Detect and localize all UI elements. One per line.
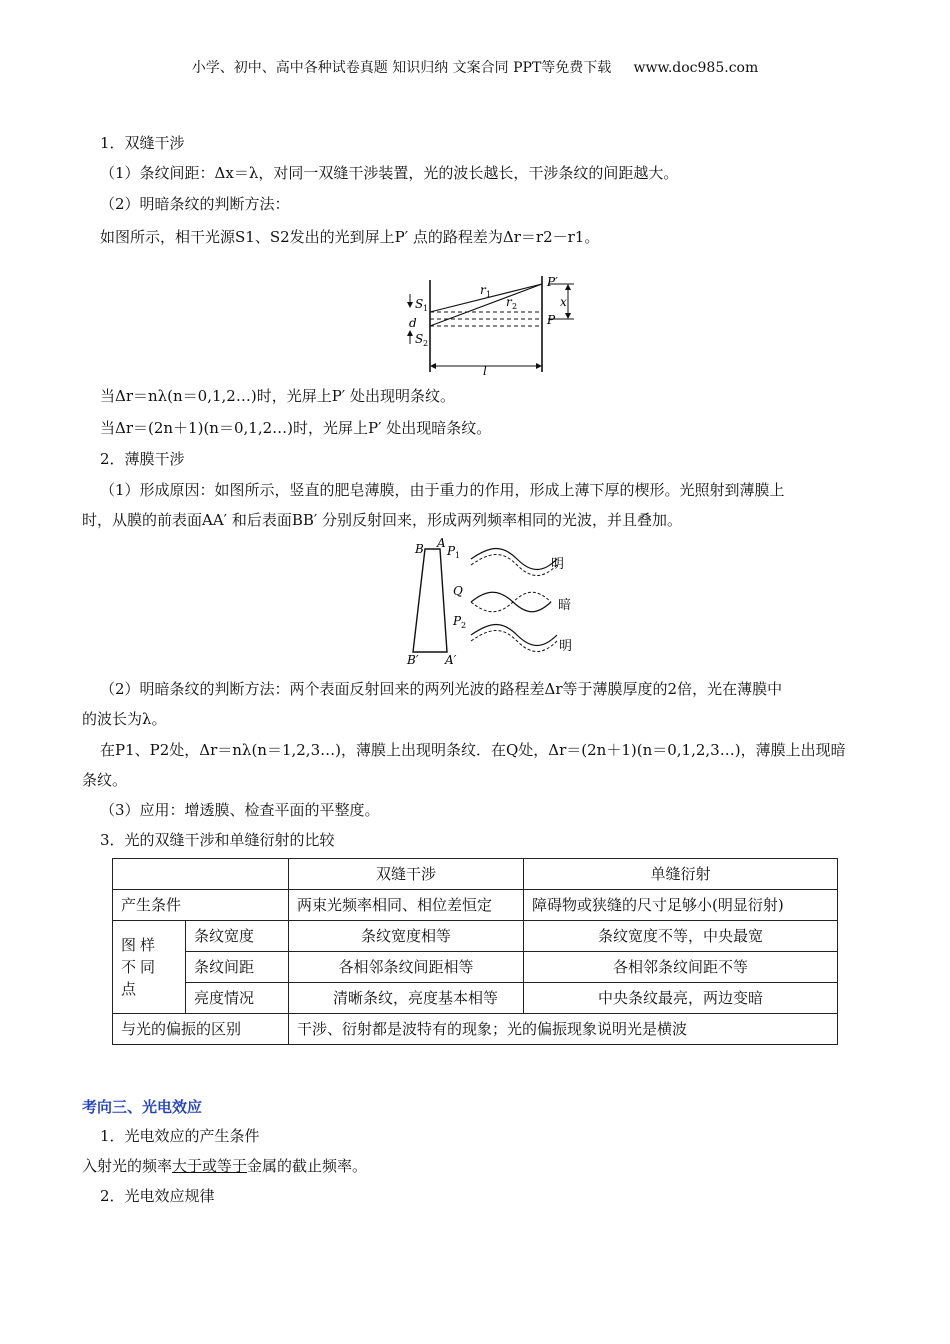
label-d: d bbox=[409, 316, 417, 330]
header-double-slit: 双缝干涉 bbox=[289, 859, 524, 890]
svg-text:1: 1 bbox=[455, 551, 461, 560]
table-cell: 各相邻条纹间距不等 bbox=[524, 952, 838, 983]
label-b: B bbox=[415, 542, 424, 556]
label-q: Q bbox=[453, 584, 463, 598]
table-row bbox=[113, 890, 838, 921]
paragraph: （1）形成原因：如图所示，竖直的肥皂薄膜，由于重力的作用，形成上薄下厚的楔形。光照射到薄膜上 bbox=[100, 481, 785, 499]
table-row bbox=[113, 859, 838, 890]
label-r2: r bbox=[506, 295, 512, 309]
paragraph: 1．光电效应的产生条件 bbox=[100, 1127, 260, 1145]
label-p-prime: P′ bbox=[547, 275, 558, 289]
table-cell: 各相邻条纹间距相等 bbox=[289, 952, 524, 983]
label-s2: S bbox=[415, 332, 424, 346]
label-a: A bbox=[437, 537, 446, 550]
table-row bbox=[113, 921, 838, 952]
paragraph: （2）明暗条纹的判断方法： bbox=[100, 195, 290, 213]
section-title-double-slit: 1．双缝干涉 bbox=[100, 134, 185, 152]
section-title-comparison: 3．光的双缝干涉和单缝衍射的比较 bbox=[100, 831, 335, 849]
paragraph: 入射光的频率大于或等于金属的截止频率。 bbox=[82, 1157, 368, 1175]
thin-film-figure bbox=[395, 537, 585, 667]
section-title-thin-film: 2．薄膜干涉 bbox=[100, 450, 185, 468]
table-cell: 障碍物或狭缝的尺寸足够小(明显衍射) bbox=[524, 890, 838, 921]
row-label: 产生条件 bbox=[113, 890, 289, 921]
paragraph: （1）条纹间距：Δx＝λ，对同一双缝干涉装置，光的波长越长，干涉条纹的间距越大。 bbox=[100, 164, 679, 182]
table-cell: 条纹宽度相等 bbox=[289, 921, 524, 952]
paragraph-continued: 时，从膜的前表面AA′ 和后表面BB′ 分别反射回来，形成两列频率相同的光波，并且叠加。 bbox=[82, 511, 683, 529]
row-label: 与光的偏振的区别 bbox=[113, 1014, 289, 1045]
wedge-film bbox=[413, 549, 447, 652]
label-p2: P bbox=[453, 614, 462, 628]
label-bright-bottom: 明 bbox=[559, 639, 573, 654]
page-header bbox=[0, 58, 950, 78]
table-cell: 条纹宽度不等，中央最宽 bbox=[524, 921, 838, 952]
row-label: 条纹间距 bbox=[186, 952, 289, 983]
header-single-slit: 单缝衍射 bbox=[524, 859, 838, 890]
wave-dark-b bbox=[471, 592, 551, 612]
wave-dark-a bbox=[471, 592, 551, 612]
paragraph: 当Δr＝(2n＋1)(n＝0,1,2…)时，光屏上P′ 处出现暗条纹。 bbox=[100, 419, 492, 437]
row-label: 条纹宽度 bbox=[186, 921, 289, 952]
header-text: 小学、初中、高中各种试卷真题 知识归纳 文案合同 PPT等免费下载 bbox=[191, 60, 612, 76]
wave-bright-2a bbox=[471, 625, 557, 646]
table-cell: 两束光频率相同、相位差恒定 bbox=[289, 890, 524, 921]
paragraph-continued: 的波长为λ。 bbox=[82, 710, 167, 728]
label-a-prime: A′ bbox=[445, 653, 457, 667]
paragraph: （2）明暗条纹的判断方法：两个表面反射回来的两列光波的路程差Δr等于薄膜厚度的2倍，光在薄膜中 bbox=[100, 680, 783, 698]
svg-text:1: 1 bbox=[486, 290, 492, 299]
label-dark: 暗 bbox=[558, 598, 572, 613]
table-row bbox=[113, 1014, 838, 1045]
table-row bbox=[113, 983, 838, 1014]
wave-bright-2b bbox=[471, 631, 557, 652]
group-label: 图样不同点 bbox=[113, 921, 186, 1014]
label-p1: P bbox=[447, 544, 456, 558]
label-p: P bbox=[547, 313, 556, 327]
row-label: 亮度情况 bbox=[186, 983, 289, 1014]
underlined-answer: 大于或等于 bbox=[172, 1157, 248, 1175]
svg-text:1: 1 bbox=[423, 304, 429, 313]
paragraph-continued: 条纹。 bbox=[82, 771, 128, 789]
paragraph: （3）应用：增透膜、检查平面的平整度。 bbox=[100, 801, 380, 819]
paragraph: 在P1、P2处，Δr＝nλ(n＝1,2,3…)，薄膜上出现明条纹．在Q处，Δr＝(2n＋1)(n＝0,1,2,3…)，薄膜上出现暗 bbox=[100, 741, 846, 759]
paragraph: 2．光电效应规律 bbox=[100, 1187, 215, 1205]
table-cell: 干涉、衍射都是波特有的现象；光的偏振现象说明光是横波 bbox=[289, 1014, 838, 1045]
section-heading-photoelectric: 考向三、光电效应 bbox=[82, 1098, 203, 1116]
label-l: l bbox=[483, 364, 487, 378]
double-slit-figure bbox=[398, 272, 588, 380]
table-cell: 清晰条纹，亮度基本相等 bbox=[289, 983, 524, 1014]
label-bright-top: 明 bbox=[551, 557, 565, 572]
label-s1: S bbox=[415, 297, 424, 311]
svg-text:2: 2 bbox=[461, 621, 467, 630]
wave-bright-1b bbox=[471, 555, 557, 576]
table-cell: 中央条纹最亮，两边变暗 bbox=[524, 983, 838, 1014]
label-r1: r bbox=[480, 283, 486, 297]
svg-text:2: 2 bbox=[512, 302, 518, 311]
wave-bright-1a bbox=[471, 549, 557, 570]
comparison-table bbox=[112, 858, 838, 1045]
label-b-prime: B′ bbox=[407, 653, 419, 667]
paragraph: 当Δr＝nλ(n＝0,1,2…)时，光屏上P′ 处出现明条纹。 bbox=[100, 387, 455, 405]
svg-text:2: 2 bbox=[423, 339, 429, 348]
label-x: x bbox=[560, 295, 567, 309]
table-row bbox=[113, 952, 838, 983]
header-url[interactable]: www.doc985.com bbox=[633, 60, 759, 76]
paragraph: 如图所示，相干光源S1、S2发出的光到屏上P′ 点的路程差为Δr＝r2－r1。 bbox=[100, 228, 600, 246]
